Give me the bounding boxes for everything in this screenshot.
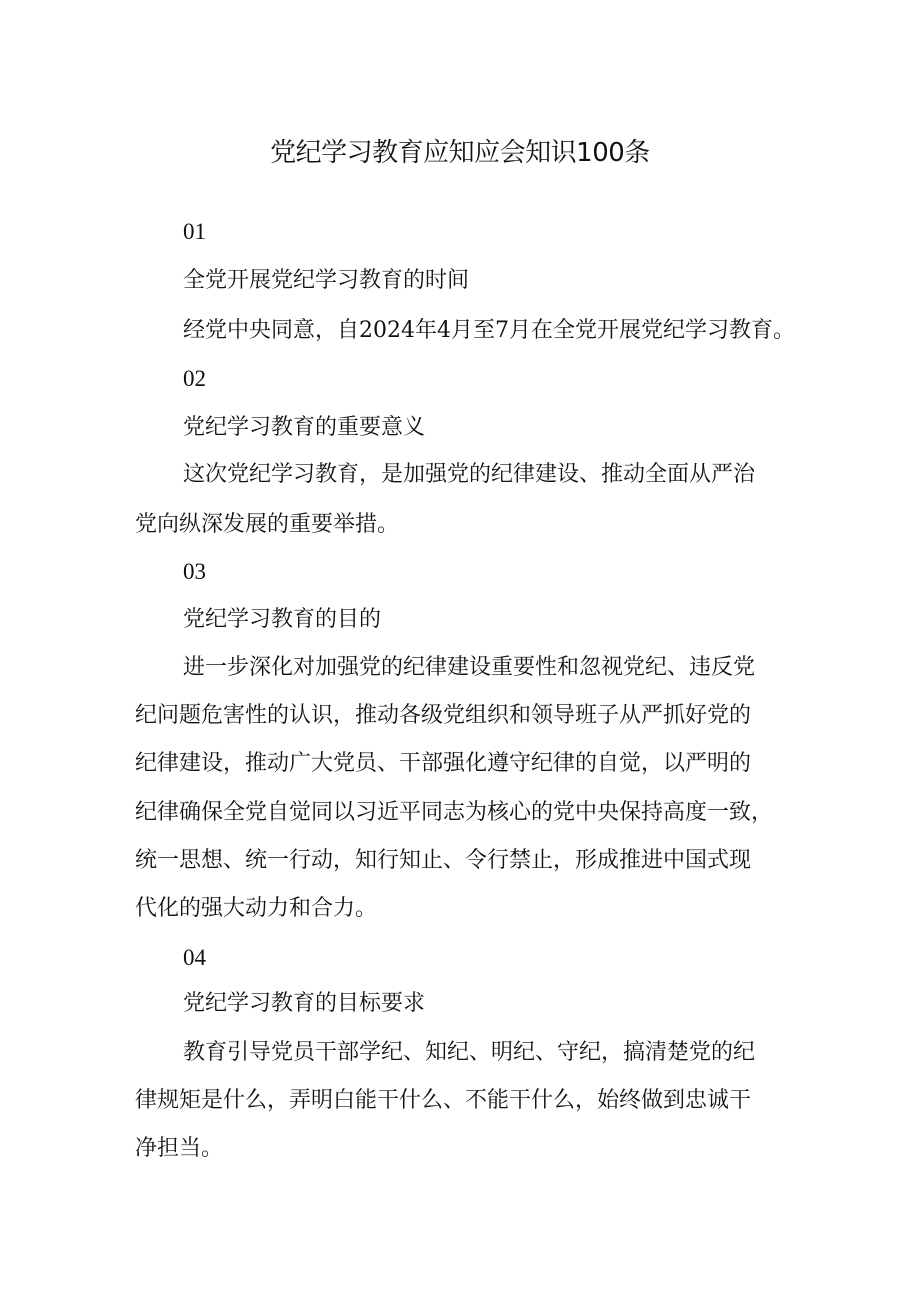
paragraph-line: 统一思想、统一行动，知行知止、令行禁止，形成推进中国式现 — [135, 848, 752, 873]
section-number: 04 — [183, 945, 206, 970]
section-heading: 全党开展党纪学习教育的时间 — [183, 268, 470, 293]
paragraph-line: 经党中央同意，自2024年4月至7月在全党开展党纪学习教育。 — [183, 318, 795, 343]
paragraph-line: 进一步深化对加强党的纪律建设重要性和忽视党纪、违反党 — [183, 655, 756, 680]
section-heading: 党纪学习教育的重要意义 — [183, 415, 426, 440]
paragraph-line: 这次党纪学习教育，是加强党的纪律建设、推动全面从严治 — [183, 462, 756, 487]
document-title: 党纪学习教育应知应会知识100条 — [270, 138, 650, 168]
section-number: 02 — [183, 366, 206, 391]
paragraph-line: 纪问题危害性的认识，推动各级党组织和领导班子从严抓好党的 — [135, 703, 752, 728]
paragraph-line: 净担当。 — [135, 1136, 224, 1161]
paragraph-line: 代化的强大动力和合力。 — [135, 896, 378, 921]
section-heading: 党纪学习教育的目标要求 — [183, 991, 426, 1016]
paragraph-line: 律规矩是什么，弄明白能干什么、不能干什么，始终做到忠诚干 — [135, 1088, 752, 1113]
paragraph-line: 教育引导党员干部学纪、知纪、明纪、守纪，搞清楚党的纪 — [183, 1040, 756, 1065]
section-number: 03 — [183, 559, 206, 584]
section-number: 01 — [183, 219, 206, 244]
paragraph-line: 纪律建设，推动广大党员、干部强化遵守纪律的自觉，以严明的 — [135, 751, 752, 776]
section-heading: 党纪学习教育的目的 — [183, 607, 382, 632]
paragraph-line: 纪律确保全党自觉同以习近平同志为核心的党中央保持高度一致， — [135, 800, 774, 825]
paragraph-line: 党向纵深发展的重要举措。 — [135, 512, 400, 537]
